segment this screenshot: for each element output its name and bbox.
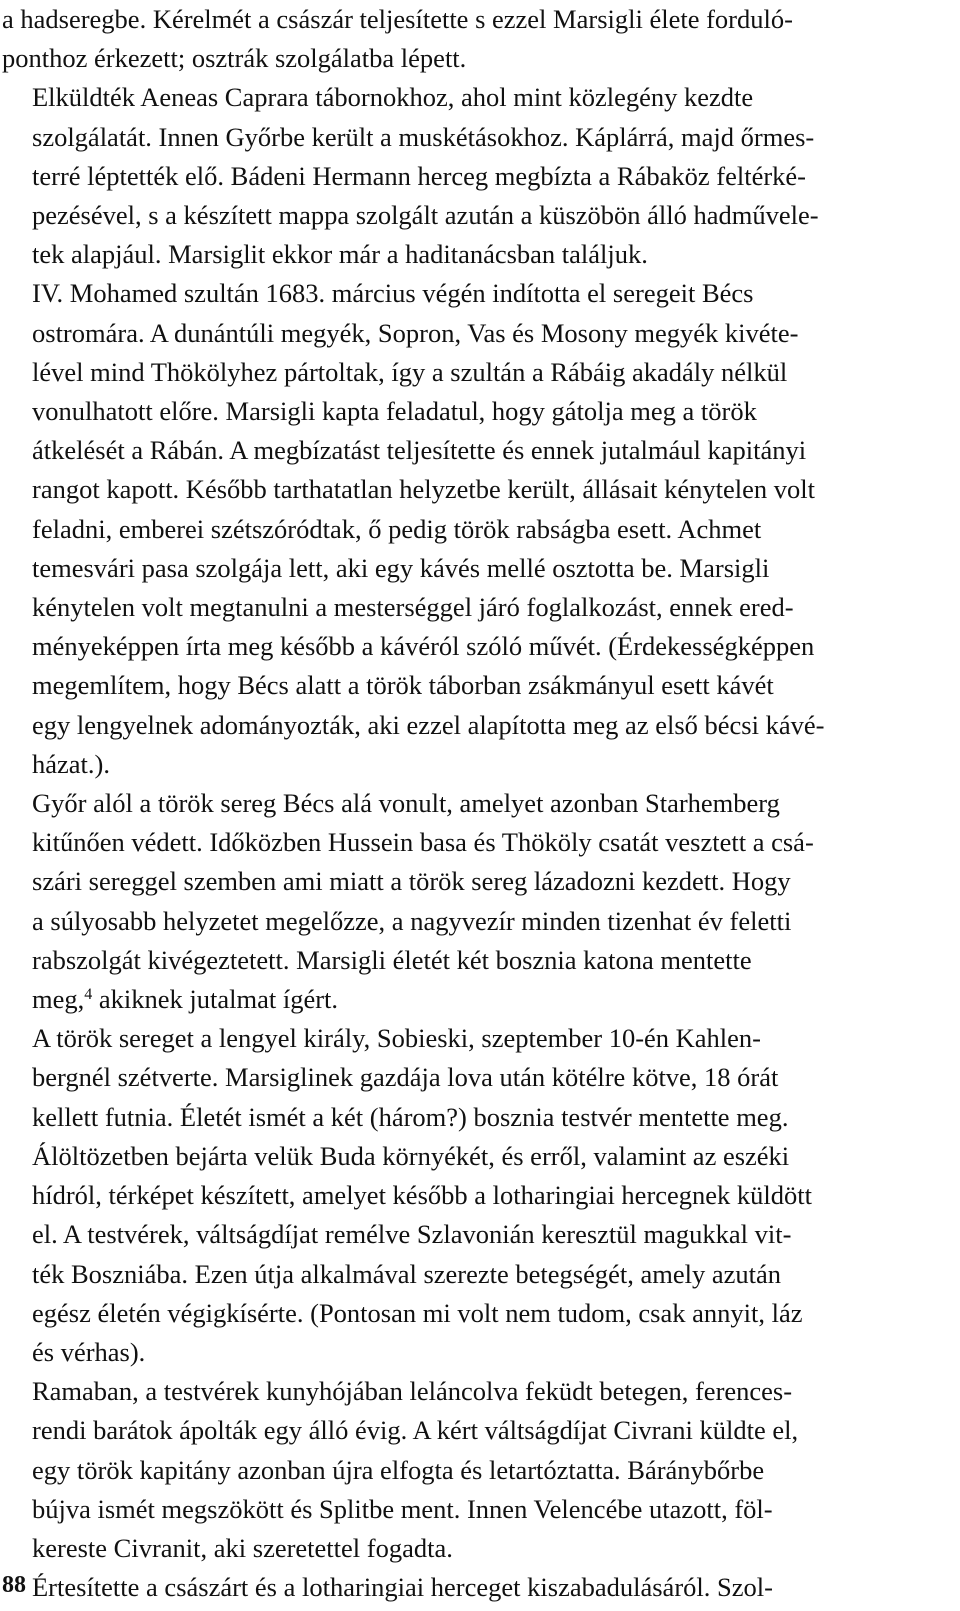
- text-line: el. A testvérek, váltságdíjat remélve Szlavonián keresztül magukkal vit-: [32, 1219, 792, 1250]
- text-line: szolgálatát. Innen Győrbe került a muskétásokhoz. Káplárrá, majd őrmes-: [32, 121, 815, 152]
- text-line: rangot kapott. Később tarthatatlan helyzetbe került, állásait kénytelen volt: [32, 474, 815, 505]
- text-line: ponthoz érkezett; osztrák szolgálatba lépett.: [2, 43, 467, 74]
- text-line: a hadseregbe. Kérelmét a császár teljesítette s ezzel Marsigli élete forduló-: [2, 4, 793, 34]
- paragraph: [2, 1372, 934, 1568]
- text-line: Ramaban, a testvérek kunyhójában leláncolva feküdt betegen, ferences-: [32, 1376, 793, 1407]
- text-line: terré léptették elő. Bádeni Hermann herceg megbízta a Rábaköz feltérké-: [32, 160, 806, 191]
- text-line: egész életén végigkísérte. (Pontosan mi volt nem tudom, csak annyit, láz: [32, 1297, 803, 1328]
- text-line: rendi barátok ápolták egy álló évig. A kért váltságdíjat Civrani küldte el,: [32, 1415, 799, 1446]
- text-line: hídról, térképet készített, amelyet később a lotharingiai hercegnek küldött: [32, 1180, 813, 1211]
- text-line: és vérhas).: [32, 1336, 146, 1367]
- text-line: bergnél szétverte. Marsiglinek gazdája lova után kötélre kötve, 18 órát: [32, 1062, 779, 1093]
- text-line: A török sereget a lengyel király, Sobieski, szeptember 10-én Kahlen-: [32, 1023, 762, 1054]
- text-line: ményeképpen írta meg később a kávéról szóló művét. (Érdekességképpen: [32, 631, 815, 662]
- text-line-start: meg,: [32, 984, 85, 1015]
- text-line: ostromára. A dunántúli megyék, Sopron, Vas és Mosony megyék kivéte-: [32, 317, 799, 348]
- paragraph: [2, 784, 934, 1019]
- text-line: szári sereggel szemben ami miatt a török sereg lázadozni kezdett. Hogy: [32, 866, 791, 897]
- page-text: [2, 0, 934, 1607]
- text-line: Álöltözetben bejárta velük Buda környékét, és erről, valamint az eszéki: [32, 1140, 790, 1171]
- footnote-marker: 4: [84, 986, 93, 1004]
- text-line: kitűnően védett. Időközben Hussein basa és Thököly csatát vesztett a csá-: [32, 827, 814, 858]
- text-line: tek alapjául. Marsiglit ekkor már a haditanácsban találjuk.: [32, 239, 648, 270]
- paragraph: [2, 274, 934, 784]
- text-line: [2, 980, 934, 1019]
- text-line: megemlítem, hogy Bécs alatt a török táborban zsákmányul esett kávét: [32, 670, 774, 701]
- text-line: a súlyosabb helyzetet megelőzze, a nagyvezír minden tizenhat év feletti: [32, 905, 792, 936]
- text-line: feladni, emberei szétszóródtak, ő pedig török rabságba esett. Achmet: [32, 513, 762, 544]
- paragraph: [2, 78, 934, 274]
- text-line: kellett futnia. Életét ismét a két (három?) bosznia testvér mentette meg.: [32, 1101, 789, 1132]
- text-line: kereste Civranit, aki szeretettel fogadta.: [32, 1532, 453, 1563]
- text-line: bújva ismét megszökött és Splitbe ment. Innen Velencébe utazott, föl-: [32, 1493, 773, 1524]
- text-line: átkelését a Rábán. A megbízatást teljesítette és ennek jutalmául kapitányi: [32, 435, 807, 466]
- text-line: vonulhatott előre. Marsigli kapta feladatul, hogy gátolja meg a török: [32, 396, 757, 427]
- text-line: Győr alól a török sereg Bécs alá vonult, amelyet azonban Starhemberg: [32, 788, 780, 819]
- text-line: Elküldték Aeneas Caprara tábornokhoz, ahol mint közlegény kezdte: [32, 82, 754, 113]
- text-line: Értesítette a császárt és a lotharingiai herceget kiszabadulásáról. Szol-: [32, 1572, 773, 1603]
- text-line: rabszolgát kivégeztetett. Marsigli életét két bosznia katona mentette: [32, 944, 752, 975]
- text-line: IV. Mohamed szultán 1683. március végén indította el seregeit Bécs: [32, 278, 754, 309]
- page-number: 88: [2, 1572, 26, 1598]
- paragraph: [2, 1019, 934, 1372]
- paragraph: [2, 1568, 934, 1607]
- text-line: ték Boszniába. Ezen útja alkalmával szerezte betegségét, amely azután: [32, 1258, 782, 1289]
- paragraph: [2, 0, 934, 78]
- text-line: házat.).: [32, 748, 110, 779]
- text-line: kénytelen volt megtanulni a mesterséggel járó foglalkozást, ennek ered-: [32, 592, 794, 623]
- text-line-end: akiknek jutalmat ígért.: [92, 984, 339, 1015]
- text-line: pezésével, s a készített mappa szolgált azután a küszöbön álló hadművele-: [32, 200, 819, 231]
- text-line: temesvári pasa szolgája lett, aki egy kávés mellé osztotta be. Marsigli: [32, 552, 770, 583]
- text-line: lével mind Thökölyhez pártoltak, így a szultán a Rábáig akadály nélkül: [32, 356, 788, 387]
- text-line: egy török kapitány azonban újra elfogta és letartóztatta. Báránybőrbe: [32, 1454, 765, 1485]
- text-line: egy lengyelnek adományozták, aki ezzel alapította meg az első bécsi kávé-: [32, 709, 825, 740]
